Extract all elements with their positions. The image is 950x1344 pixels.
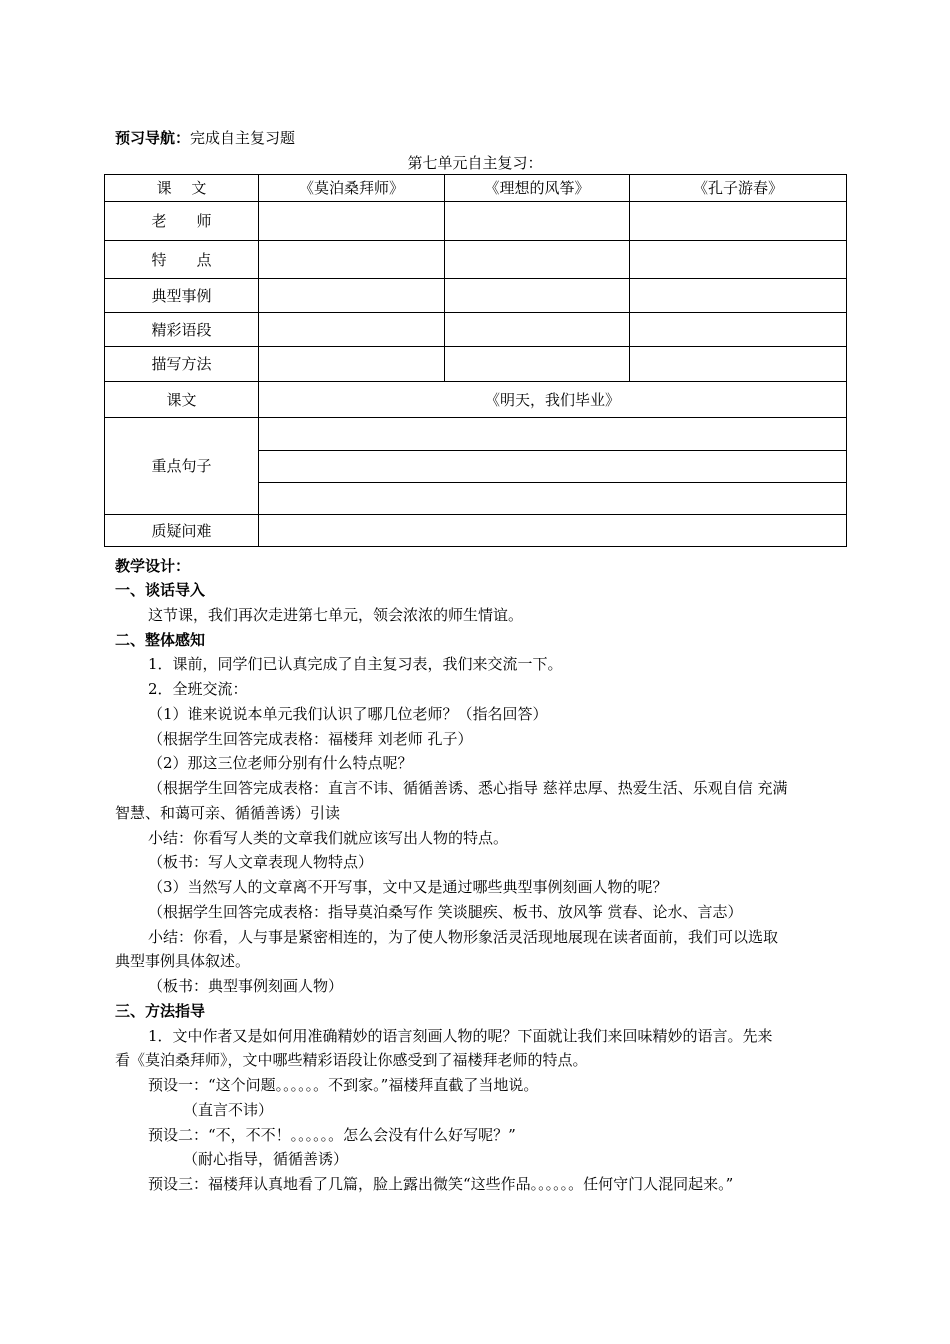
paragraph: 预设三：福楼拜认真地看了几篇，脸上露出微笑“这些作品。。。。。。任何守门人混同起来。” [148, 1175, 734, 1193]
paragraph: （耐心指导，循循善诱） [183, 1150, 349, 1168]
table-cell [630, 241, 847, 279]
row-teacher [105, 202, 847, 241]
preview-heading: 预习导航： [115, 129, 191, 147]
table-title: 第七单元自主复习： [407, 154, 543, 172]
table-cell [445, 347, 630, 382]
header-lesson-1: 《莫泊桑拜师》 [259, 175, 445, 202]
key-sentences-label: 重点句子 [105, 418, 259, 515]
paragraph: （直言不讳） [183, 1101, 274, 1119]
row-label-trait: 特 点 [105, 241, 259, 279]
table-cell [259, 241, 445, 279]
header-label: 课 文 [105, 175, 259, 202]
row-label-teacher: 老 师 [105, 202, 259, 241]
row-key-sentences [105, 418, 847, 451]
paragraph: （根据学生回答完成表格：福楼拜 刘老师 孔子） [148, 730, 473, 748]
row-label-method: 描写方法 [105, 347, 259, 382]
table-cell [445, 279, 630, 313]
row-questions [105, 515, 847, 547]
table-cell [630, 279, 847, 313]
paragraph: （根据学生回答完成表格：直言不讳、循循善诱、悉心指导 慈祥忠厚、热爱生活、乐观自信 充满 [148, 779, 788, 797]
table-cell [259, 451, 847, 483]
section-1-title: 一、谈话导入 [115, 581, 206, 599]
paragraph: （2）那这三位老师分别有什么特点呢？ [148, 754, 413, 772]
paragraph: （1）谁来说说本单元我们认识了哪几位老师？（指名回答） [148, 705, 548, 723]
table-header-row [105, 175, 847, 202]
table-cell [630, 347, 847, 382]
preview-line [115, 128, 295, 148]
paragraph: （板书：典型事例刻画人物） [148, 977, 344, 995]
lesson-2-label: 课文 [105, 382, 259, 418]
paragraph: 2．全班交流： [148, 680, 248, 698]
header-lesson-3: 《孔子游春》 [630, 175, 847, 202]
header-lesson-2: 《理想的风筝》 [445, 175, 630, 202]
paragraph: 看《莫泊桑拜师》，文中哪些精彩语段让你感受到了福楼拜老师的特点。 [115, 1051, 588, 1069]
row-method [105, 347, 847, 382]
preview-text: 完成自主复习题 [190, 129, 296, 147]
table-cell [630, 313, 847, 347]
table-cell [259, 418, 847, 451]
paragraph: 小结：你看写人类的文章我们就应该写出人物的特点。 [148, 829, 509, 847]
table-cell [259, 202, 445, 241]
table-cell [259, 515, 847, 547]
table-cell [259, 279, 445, 313]
section-2-title: 二、整体感知 [115, 631, 206, 649]
section-3-title: 三、方法指导 [115, 1002, 206, 1020]
paragraph: 智慧、和蔼可亲、循循善诱）引读 [115, 804, 341, 822]
row-example [105, 279, 847, 313]
table-cell [259, 483, 847, 515]
table-cell [259, 313, 445, 347]
paragraph: 1．文中作者又是如何用准确精妙的语言刻画人物的呢？下面就让我们来回味精妙的语言。先来 [148, 1027, 773, 1045]
table-cell [445, 313, 630, 347]
paragraph: 预设一：“这个问题。。。。。。不到家。”福楼拜直截了当地说。 [148, 1076, 539, 1094]
paragraph: （根据学生回答完成表格：指导莫泊桑写作 笑谈腿疾、板书、放风筝 赏春、论水、言志） [148, 903, 743, 921]
paragraph: 小结：你看，人与事是紧密相连的，为了使人物形象活灵活现地展现在读者面前，我们可以选取 [148, 928, 779, 946]
lesson-2-title: 《明天，我们毕业》 [259, 382, 847, 418]
table-cell [445, 241, 630, 279]
paragraph: （3）当然写人的文章离不开写事，文中又是通过哪些典型事例刻画人物的呢？ [148, 878, 668, 896]
row-passage [105, 313, 847, 347]
row-label-passage: 精彩语段 [105, 313, 259, 347]
row-label-example: 典型事例 [105, 279, 259, 313]
review-table [104, 174, 847, 547]
paragraph: 预设二：“不，不不！。。。。。。怎么会没有什么好写呢？” [148, 1126, 516, 1144]
paragraph: 典型事例具体叙述。 [115, 952, 251, 970]
design-heading: 教学设计： [115, 557, 191, 575]
table-cell [630, 202, 847, 241]
paragraph: 1．课前，同学们已认真完成了自主复习表，我们来交流一下。 [148, 655, 563, 673]
paragraph: 这节课，我们再次走进第七单元，领会浓浓的师生情谊。 [148, 606, 524, 624]
row-lesson-2 [105, 382, 847, 418]
questions-label: 质疑问难 [105, 515, 259, 547]
row-trait [105, 241, 847, 279]
table-cell [259, 347, 445, 382]
paragraph: （板书：写人文章表现人物特点） [148, 853, 374, 871]
table-cell [445, 202, 630, 241]
